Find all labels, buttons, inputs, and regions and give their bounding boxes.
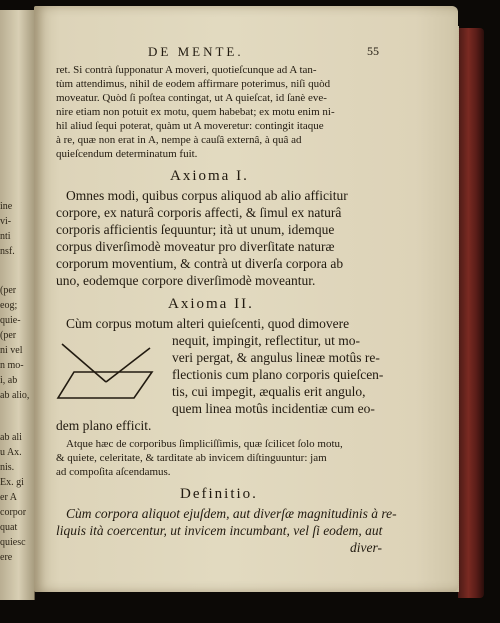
text-line: corpore, ex naturâ corporis affecti, & ſimul ex naturâ: [56, 205, 342, 220]
text-line: uno, eodemque corpore diverſimodè moveantur.: [56, 273, 316, 288]
text-line: hil aliud ſequi poterat, quàm ut A moveretur: contingit itaque: [56, 120, 324, 132]
left-margin-fragment: (per: [0, 285, 17, 296]
text-line: dem plano efficit.: [56, 418, 152, 433]
reflection-diagram: [56, 340, 156, 402]
text-line: quieſcendum determinatum fuit.: [56, 148, 198, 160]
left-margin-fragment: i, ab: [0, 375, 18, 386]
text-line: tùm attendimus, nihil de eodem affirmare poterimus, niſi quòd: [56, 78, 331, 90]
text-line: corporum moventium, & contrà ut diverſa corpora ab: [56, 256, 344, 271]
text-line: flectionis cum plano corporis quieſcen-: [172, 367, 384, 382]
left-margin-fragment: Ex. gi: [0, 477, 24, 488]
text-line: tis, cui impegit, æqualis erit angulo,: [172, 384, 366, 399]
left-margin-fragment: quat: [0, 522, 18, 533]
text-line: moveatur. Quòd ſi poſtea contingat, ut A quieſcat, id ſanè eve-: [56, 92, 327, 104]
left-margin-fragment: nsf.: [0, 246, 15, 257]
text-line: ret. Si contrà ſupponatur A moveri, quotieſcunque ad A tan-: [56, 64, 317, 76]
left-margin-fragment: quiesc: [0, 537, 26, 548]
book-spine: [458, 28, 484, 598]
left-margin-fragment: corpor: [0, 507, 27, 518]
left-margin-fragment: nis.: [0, 462, 15, 473]
plane-shape: [58, 372, 152, 398]
left-margin-fragment: ab alio,: [0, 390, 30, 401]
text-line: Atque hæc de corporibus ſimpliciſſimis, quæ ſcilicet ſolo motu,: [66, 438, 343, 450]
text-line: liquis ità coercentur, ut invicem incumbant, vel ſi eodem, aut: [56, 523, 383, 538]
reflected-line: [106, 348, 150, 382]
text-line: Omnes modi, quibus corpus aliquod ab alio afficitur: [66, 188, 348, 203]
text-line: à re, quæ non erat in A, nempe à cauſâ externâ, à quâ ad: [56, 134, 302, 146]
incident-line: [62, 344, 106, 382]
text-line: corpus diverſimodè moveatur pro diverſitate naturæ: [56, 239, 335, 254]
left-margin-fragment: (per: [0, 330, 17, 341]
left-margin-fragment: ere: [0, 552, 13, 563]
left-margin-fragment: nti: [0, 231, 11, 242]
text-line: & quiete, celeritate, & tarditate ab invicem diſtinguuntur: jam: [56, 452, 327, 464]
text-line: Cùm corpus motum alteri quieſcenti, quod dimovere: [66, 316, 350, 331]
text-line: diver-: [350, 540, 382, 555]
definitio-heading: Definitio.: [180, 486, 258, 502]
text-line: veri pergat, & angulus lineæ motûs re-: [172, 350, 380, 365]
axioma-1-heading: Axioma I.: [170, 168, 249, 184]
text-line: ad compoſita aſcendamus.: [56, 466, 171, 478]
axioma-2-heading: Axioma II.: [168, 296, 254, 312]
text-line: nire etiam non potuit ex motu, quem habebat; ex motu enim ni-: [56, 106, 335, 118]
text-line: nequit, impingit, reflectitur, ut mo-: [172, 333, 361, 348]
left-page-edge: [0, 10, 35, 600]
left-margin-fragment: u Ax.: [0, 447, 22, 458]
text-line: quem linea motûs incidentiæ cum eo-: [172, 401, 375, 416]
left-margin-fragment: ab ali: [0, 432, 22, 443]
left-margin-fragment: eog;: [0, 300, 18, 311]
left-margin-fragment: ni vel: [0, 345, 23, 356]
text-line: corporis afficientis ſequuntur; ità ut unum, idemque: [56, 222, 335, 237]
running-title: DE MENTE.: [148, 44, 244, 59]
page-number: 55: [367, 44, 379, 58]
left-margin-fragment: er A: [0, 492, 17, 503]
left-margin-fragment: n mo-: [0, 360, 24, 371]
text-line: Cùm corpora aliquot ejuſdem, aut diverſæ magnitudinis à re-: [66, 506, 397, 521]
left-margin-fragment: ine: [0, 201, 13, 212]
left-margin-fragment: quie-: [0, 315, 21, 326]
left-margin-fragment: vi-: [0, 216, 12, 227]
